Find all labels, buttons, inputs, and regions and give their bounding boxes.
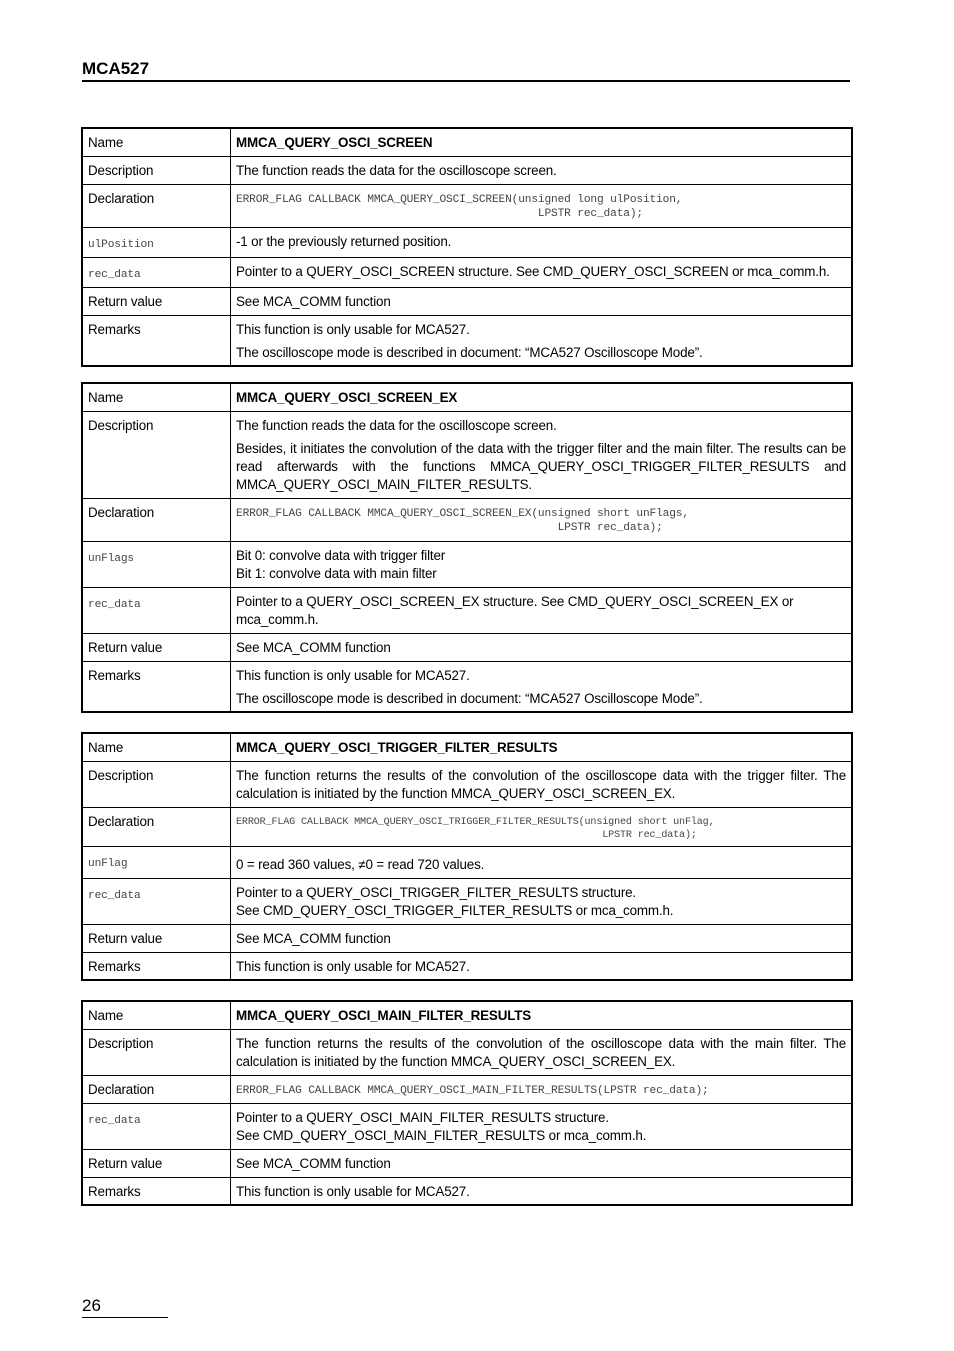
return-label: Return value — [82, 924, 231, 952]
name-row — [82, 128, 852, 156]
param-name: rec_data — [88, 1114, 141, 1127]
page-number: 26 — [82, 1296, 101, 1315]
return-row — [82, 1149, 852, 1177]
name-label: Name — [82, 1001, 231, 1029]
param-row — [82, 1103, 852, 1149]
function-name: MMCA_QUERY_OSCI_SCREEN — [231, 128, 853, 156]
remarks-line: The oscilloscope mode is described in document: “MCA527 Oscilloscope Mode”. — [236, 344, 703, 360]
declaration-label: Declaration — [82, 498, 231, 541]
return-row — [82, 924, 852, 952]
param-line: Pointer to a QUERY_OSCI_TRIGGER_FILTER_RESULTS structure. — [236, 884, 636, 900]
remarks-row — [82, 1177, 852, 1205]
return-row — [82, 287, 852, 315]
remarks-line: The oscilloscope mode is described in document: “MCA527 Oscilloscope Mode”. — [236, 690, 703, 706]
remarks-line: This function is only usable for MCA527. — [231, 952, 853, 980]
return-label: Return value — [82, 1149, 231, 1177]
param-line: See CMD_QUERY_OSCI_TRIGGER_FILTER_RESULTS or mca_comm.h. — [236, 902, 674, 918]
param-name: unFlags — [88, 552, 134, 565]
remarks-label: Remarks — [82, 1177, 231, 1205]
param-row — [82, 257, 852, 287]
declaration-row — [82, 498, 852, 541]
param-name: ulPosition — [88, 238, 154, 251]
function-table-query-osci-screen — [81, 127, 853, 367]
name-row — [82, 383, 852, 411]
return-text: See MCA_COMM function — [231, 287, 853, 315]
declaration-code: ERROR_FLAG CALLBACK MMCA_QUERY_OSCI_MAIN_FILTER_RESULTS(LPSTR rec_data); — [236, 1084, 709, 1097]
declaration-row — [82, 184, 852, 227]
description-text: The function returns the results of the convolution of the oscilloscope data with the main filter. The calculation is initiated by the function MMCA_QUERY_OSCI_SCREEN_EX. — [231, 1029, 853, 1075]
declaration-label: Declaration — [82, 184, 231, 227]
return-text: See MCA_COMM function — [231, 1149, 853, 1177]
description-row — [82, 411, 852, 498]
remarks-line: This function is only usable for MCA527. — [236, 667, 470, 683]
function-table-query-osci-screen-ex — [81, 382, 853, 713]
declaration-label: Declaration — [82, 807, 231, 846]
name-row — [82, 733, 852, 761]
return-text: See MCA_COMM function — [231, 633, 853, 661]
header-title: MCA527 — [82, 59, 150, 78]
description-text: Besides, it initiates the convolution of the data with the trigger filter and the main filter. The results can be read afterwards with the functions MMCA_QUERY_OSCI_TRIGGER_FILTER_RESULTS and MMCA_QUERY_OSCI_MAIN_FILTER_RESULTS. — [236, 440, 846, 492]
description-label: Description — [82, 156, 231, 184]
return-label: Return value — [82, 287, 231, 315]
remarks-label: Remarks — [82, 661, 231, 712]
param-line: 0 = read 360 values, ≠0 = read 720 values. — [231, 846, 853, 878]
declaration-label: Declaration — [82, 1075, 231, 1103]
param-row — [82, 227, 852, 257]
return-label: Return value — [82, 633, 231, 661]
param-line: Pointer to a QUERY_OSCI_SCREEN_EX structure. See CMD_QUERY_OSCI_SCREEN_EX or — [236, 593, 794, 609]
description-text: The function reads the data for the oscilloscope screen. — [236, 417, 557, 433]
param-name: rec_data — [88, 889, 141, 902]
declaration-code: ERROR_FLAG CALLBACK MMCA_QUERY_OSCI_TRIGGER_FILTER_RESULTS(unsigned short unFlag, LPSTR rec_data); — [236, 816, 715, 841]
description-row — [82, 761, 852, 807]
param-name: rec_data — [88, 598, 141, 611]
remarks-row — [82, 661, 852, 712]
return-row — [82, 633, 852, 661]
declaration-row — [82, 1075, 852, 1103]
declaration-code: ERROR_FLAG CALLBACK MMCA_QUERY_OSCI_SCREEN_EX(unsigned short unFlags, LPSTR rec_data); — [236, 507, 689, 534]
page-header — [82, 59, 850, 82]
remarks-label: Remarks — [82, 952, 231, 980]
description-label: Description — [82, 1029, 231, 1075]
param-text: -1 or the previously returned position. — [231, 227, 853, 257]
param-line: See CMD_QUERY_OSCI_MAIN_FILTER_RESULTS or mca_comm.h. — [236, 1127, 647, 1143]
param-line: Pointer to a QUERY_OSCI_MAIN_FILTER_RESULTS structure. — [236, 1109, 609, 1125]
remarks-row — [82, 315, 852, 366]
name-label: Name — [82, 733, 231, 761]
description-text: The function returns the results of the convolution of the oscilloscope data with the trigger filter. The calculation is initiated by the function MMCA_QUERY_OSCI_SCREEN_EX. — [231, 761, 853, 807]
param-line: Bit 0: convolve data with trigger filter — [236, 547, 446, 563]
param-name: rec_data — [88, 268, 141, 281]
description-label: Description — [82, 761, 231, 807]
function-name: MMCA_QUERY_OSCI_MAIN_FILTER_RESULTS — [231, 1001, 853, 1029]
param-text: Pointer to a QUERY_OSCI_SCREEN structure. See CMD_QUERY_OSCI_SCREEN or mca_comm.h. — [231, 257, 853, 287]
remarks-line: This function is only usable for MCA527. — [236, 321, 470, 337]
footer-rule — [82, 1317, 168, 1318]
description-row — [82, 1029, 852, 1075]
function-name: MMCA_QUERY_OSCI_SCREEN_EX — [231, 383, 853, 411]
description-label: Description — [82, 411, 231, 498]
function-table-main-filter-results — [81, 1000, 853, 1206]
declaration-row — [82, 807, 852, 846]
param-line: Bit 1: convolve data with main filter — [236, 565, 437, 581]
declaration-code: ERROR_FLAG CALLBACK MMCA_QUERY_OSCI_SCREEN(unsigned long ulPosition, LPSTR rec_data); — [236, 193, 683, 220]
return-text: See MCA_COMM function — [231, 924, 853, 952]
param-row — [82, 878, 852, 924]
name-label: Name — [82, 128, 231, 156]
name-row — [82, 1001, 852, 1029]
remarks-line: This function is only usable for MCA527. — [231, 1177, 853, 1205]
remarks-label: Remarks — [82, 315, 231, 366]
param-name: unFlag — [88, 857, 128, 870]
name-label: Name — [82, 383, 231, 411]
param-row — [82, 846, 852, 878]
description-text: The function reads the data for the oscilloscope screen. — [231, 156, 853, 184]
param-row — [82, 587, 852, 633]
description-row — [82, 156, 852, 184]
param-line: mca_comm.h. — [236, 611, 319, 627]
param-row — [82, 541, 852, 587]
function-name: MMCA_QUERY_OSCI_TRIGGER_FILTER_RESULTS — [231, 733, 853, 761]
function-table-trigger-filter-results — [81, 732, 853, 981]
remarks-row — [82, 952, 852, 980]
